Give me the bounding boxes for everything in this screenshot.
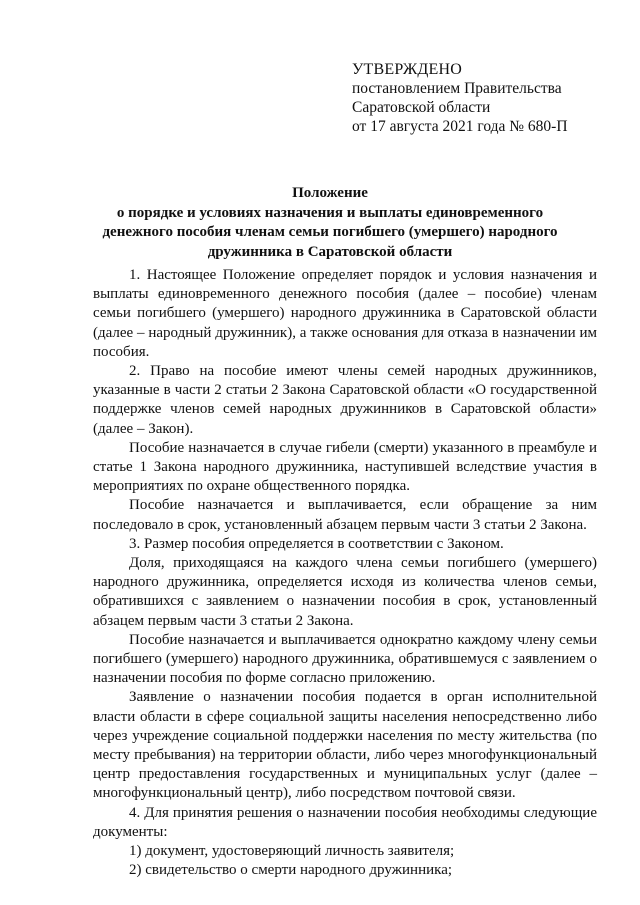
paragraph-6: Доля, приходящаяся на каждого члена семьи погибшего (умершего) народного дружинника, определяется исходя из количества членов семьи, обратившихся с заявлением о назначении пособия в срок, установленный абзацем первым части 3 статьи 2 Закона. (93, 555, 597, 629)
paragraph-2: 2. Право на пособие имеют члены семей народных дружинников, указанные в части 2 статьи 2 Закона Саратовской области «О государственной поддержке членов семей народных дружинников в Саратовской области» (далее – Закон). (93, 363, 597, 437)
title-line-1: Положение (292, 185, 368, 201)
list-item-2: 2) свидетельство о смерти народного дружинника; (129, 862, 453, 879)
paragraph-9: 4. Для принятия решения о назначении пособия необходимы следующие документы: (93, 804, 597, 840)
list-item-1: 1) документ, удостоверяющий личность заявителя; (129, 843, 455, 860)
document-body (93, 266, 597, 881)
document-title (80, 184, 580, 262)
paragraph-1: 1. Настоящее Положение определяет порядок и условия назначения и выплаты единовременного денежного пособия (далее – пособие) членам семьи погибшего (умершего) народного дружинника в Саратовской области (далее – народный дружинник), а также основания для отказа в назначении им пособия. (93, 267, 597, 360)
title-line-4: дружинника в Саратовской области (207, 243, 453, 260)
paragraph-3: Пособие назначается в случае гибели (смерти) указанного в преамбуле и статье 1 Закона народного дружинника, наступившей вследствие участия в мероприятиях по охране общественного порядка. (93, 439, 597, 495)
approval-stamp-block (352, 60, 612, 136)
title-line-3: денежного пособия членам семьи погибшего (умершего) народного (102, 224, 558, 240)
title-line-2: о порядке и условиях назначения и выплаты единовременного (116, 204, 544, 221)
approval-line-date: от 17 августа 2021 года № 680-П (352, 118, 568, 135)
paragraph-5: 3. Размер пособия определяется в соответствии с Законом. (129, 535, 504, 552)
paragraph-4: Пособие назначается и выплачивается, если обращение за ним последовало в срок, установленный абзацем первым части 3 статьи 2 Закона. (93, 497, 597, 533)
approval-line-region: Саратовской области (352, 99, 491, 116)
approval-line-decree: постановлением Правительства (352, 80, 562, 97)
paragraph-7: Пособие назначается и выплачивается однократно каждому члену семьи погибшего (умершего) народного дружинника, обратившемуся с заявлением о назначении пособия по форме согласно приложению. (93, 631, 597, 687)
approval-stamp-heading: УТВЕРЖДЕНО (352, 61, 463, 78)
paragraph-8: Заявление о назначении пособия подается в орган исполнительной власти области в сфере социальной защиты населения непосредственно либо через учреждение социальной поддержки населения по месту жительства (по месту пребывания) на территории области, либо через многофункциональный центр предоставления государственных и муниципальных услуг (далее – многофункциональный центр), либо посредством почтовой связи. (93, 689, 597, 802)
